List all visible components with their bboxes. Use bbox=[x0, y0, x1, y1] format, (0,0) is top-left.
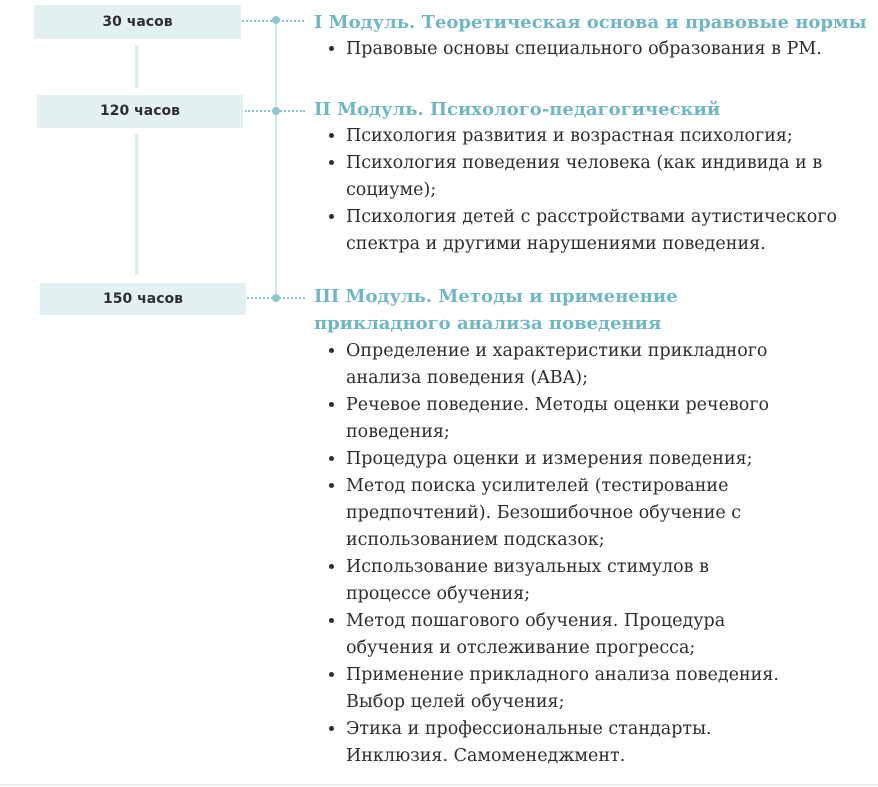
timeline-connector bbox=[135, 134, 138, 275]
module-2-topic: • Психология поведения человека (как индивида и в социуме); bbox=[346, 150, 871, 204]
timeline-node bbox=[272, 16, 280, 24]
module-3-topic: • Этика и профессиональные стандарты. Инклюзия. Самоменеджмент. bbox=[346, 716, 796, 770]
module-3-topic: • Речевое поведение. Методы оценки речевого поведения; bbox=[346, 392, 796, 446]
module-3-hours-badge: 150 часов bbox=[40, 283, 246, 315]
timeline-node bbox=[272, 294, 280, 302]
module-1-title: I Модуль. Теоретическая основа и правовые нормы bbox=[314, 12, 867, 33]
timeline-node bbox=[272, 107, 280, 115]
module-3-topic: • Метод поиска усилителей (тестирование предпочтений). Безошибочное обучение с использованием подсказок; bbox=[346, 473, 796, 554]
module-1-topics bbox=[314, 36, 866, 63]
timeline-connector bbox=[135, 45, 138, 88]
module-3-topic: • Определение и характеристики прикладного анализа поведения (ABA); bbox=[346, 338, 796, 392]
module-3-topic: • Метод пошагового обучения. Процедура обучения и отслеживание прогресса; bbox=[346, 608, 796, 662]
module-2-topics bbox=[314, 123, 871, 258]
timeline-line bbox=[275, 20, 277, 297]
module-2-topic: • Психология детей с расстройствами аутистического спектра и другими нарушениями поведения. bbox=[346, 204, 871, 258]
module-3-topic: • Процедура оценки и измерения поведения; bbox=[346, 446, 796, 473]
module-3-topic: • Использование визуальных стимулов в процессе обучения; bbox=[346, 554, 796, 608]
module-1-topic: • Правовые основы специального образования в РМ. bbox=[346, 36, 866, 63]
module-2-title: II Модуль. Психолого-педагогический bbox=[314, 99, 721, 120]
module-3-title: III Модуль. Методы и применение прикладного анализа поведения bbox=[314, 286, 678, 334]
module-2-hours-badge: 120 часов bbox=[37, 95, 243, 128]
module-3-topics bbox=[314, 338, 796, 770]
bottom-divider bbox=[0, 784, 878, 786]
module-1-hours-badge: 30 часов bbox=[34, 5, 241, 39]
module-3-topic: • Применение прикладного анализа поведения. Выбор целей обучения; bbox=[346, 662, 796, 716]
module-2-topic: • Психология развития и возрастная психология; bbox=[346, 123, 871, 150]
